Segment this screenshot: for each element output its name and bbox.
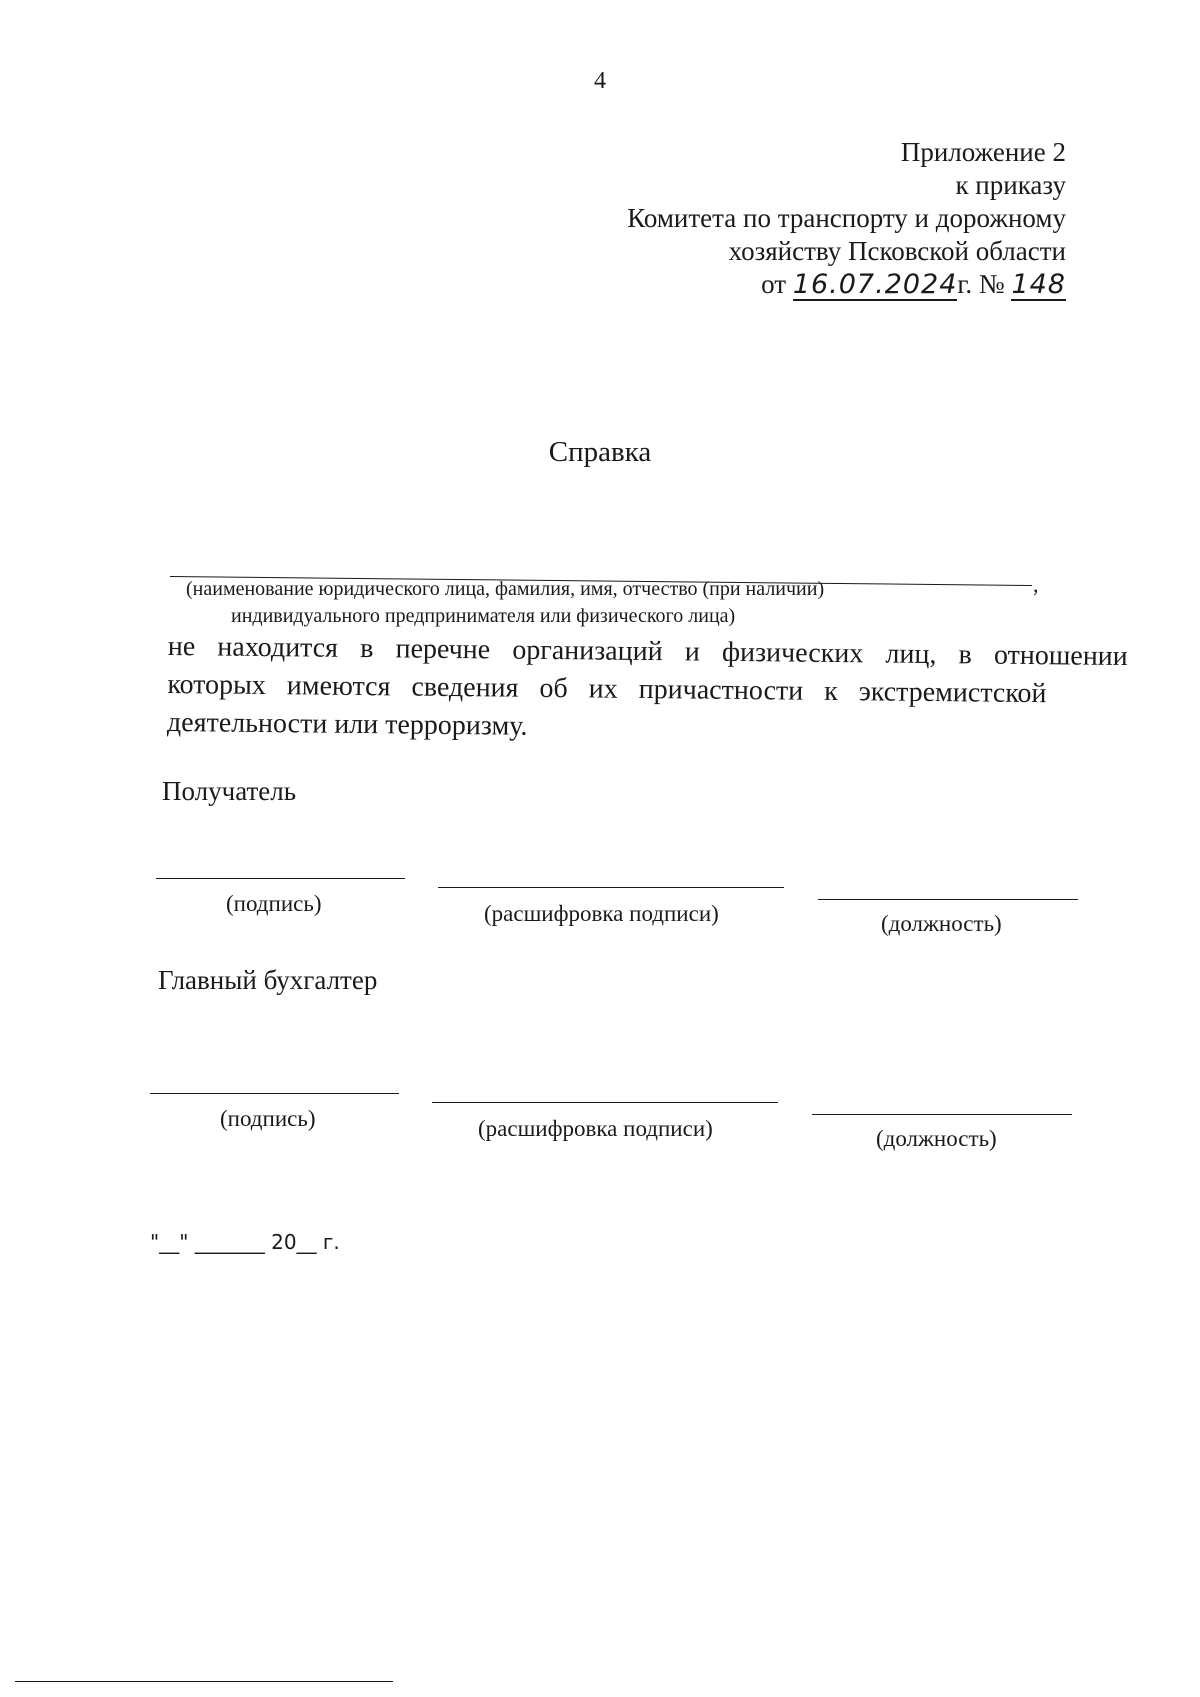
appendix-date-line: [627, 268, 1066, 301]
page-number: 4: [594, 68, 606, 94]
handwritten-order-number: 148: [1011, 269, 1066, 300]
document-date-blank: "__" _______ 20__ г.: [150, 1230, 340, 1254]
accountant-decoding-caption: (расшифровка подписи): [478, 1116, 713, 1141]
receiver-signature-blank: [156, 878, 405, 879]
date-prefix: от: [761, 269, 787, 299]
accountant-signature-caption: (подпись): [220, 1106, 316, 1131]
body-line-1: не находится в перечне организаций и физических лиц, в отношении: [167, 630, 1128, 673]
receiver-decoding-caption: (расшифровка подписи): [484, 901, 719, 926]
accountant-position-blank: [812, 1114, 1072, 1115]
appendix-committee-cont: хозяйству Псковской области: [728, 236, 1066, 266]
footnote-separator: [15, 1681, 393, 1682]
certificate-body: [167, 628, 1128, 752]
receiver-label: Получатель: [162, 776, 297, 806]
appendix-committee: Комитета по транспорту и дорожному: [627, 203, 1066, 233]
receiver-position-blank: [818, 899, 1078, 900]
receiver-signature-caption: (подпись): [226, 891, 322, 916]
body-line-3: деятельности или терроризму.: [166, 706, 528, 742]
accountant-position-caption: (должность): [876, 1126, 997, 1151]
chief-accountant-label: Главный бухгалтер: [158, 965, 378, 995]
receiver-decoding-blank: [438, 887, 784, 888]
accountant-decoding-blank: [432, 1102, 778, 1103]
handwritten-date: 16.07.2024: [792, 269, 958, 300]
appendix-order-ref: к приказу: [955, 170, 1066, 200]
entity-name-hint-line1: (наименование юридического лица, фамилия, имя, отчество (при наличии): [186, 578, 825, 600]
entity-name-hint-line2: индивидуального предпринимателя или физического лица): [231, 605, 736, 627]
date-suffix: г. №: [957, 269, 1005, 299]
body-line-2: которых имеются сведения об их причастности к экстремистской: [167, 668, 1047, 710]
appendix-header: [627, 136, 1066, 301]
appendix-title: Приложение 2: [900, 137, 1066, 167]
document-title: Справка: [548, 436, 652, 468]
receiver-position-caption: (должность): [881, 911, 1002, 936]
entity-name-comma: ,: [1033, 572, 1039, 597]
accountant-signature-blank: [150, 1093, 399, 1094]
